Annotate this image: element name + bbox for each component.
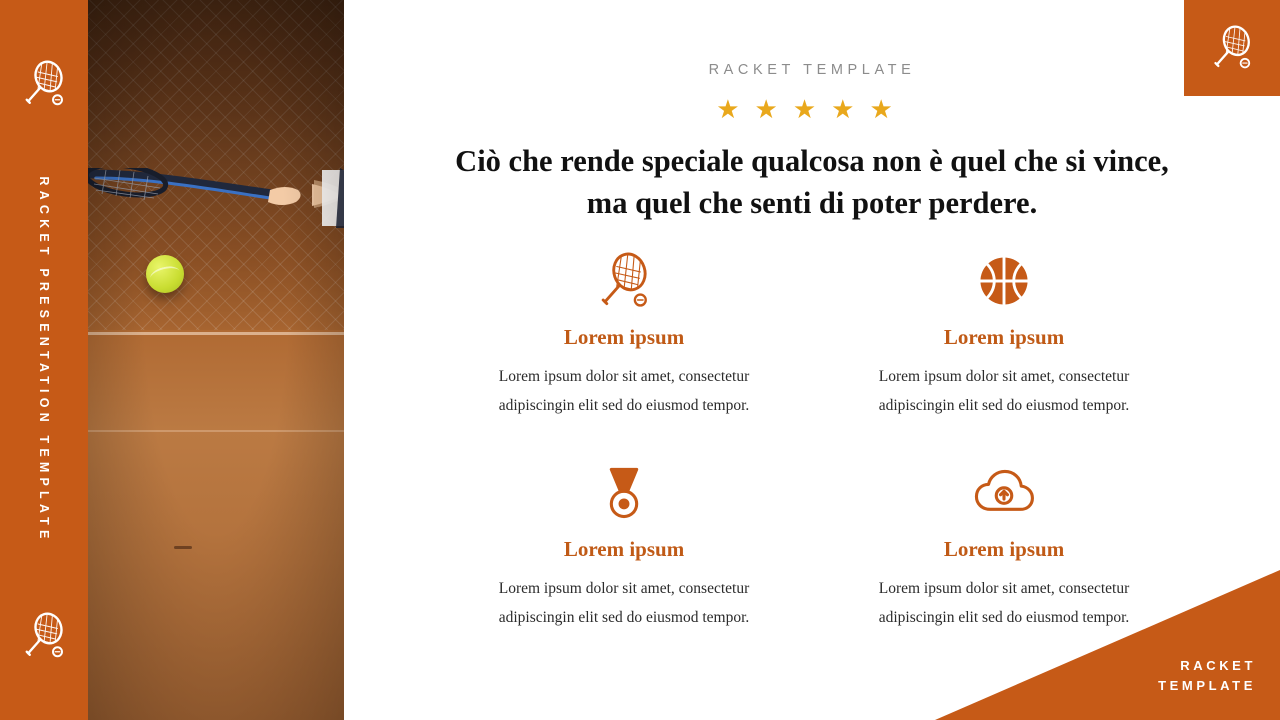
photo-panel — [88, 0, 344, 720]
cloud-upload-icon — [822, 462, 1186, 524]
feature-title: Lorem ipsum — [563, 325, 685, 349]
feature-grid — [434, 250, 1194, 633]
star-icon: ★ — [831, 94, 870, 124]
corner-line-2: TEMPLATE — [1158, 677, 1256, 693]
rail-vertical-text: RACKET PRESENTATION TEMPLATE — [37, 176, 51, 544]
star-rating — [344, 96, 1280, 122]
top-right-badge — [1184, 0, 1280, 96]
star-icon: ★ — [869, 94, 908, 124]
star-icon: ★ — [754, 94, 793, 124]
feature-body: Lorem ipsum dolor sit amet, consectetur adipiscingin elit sed do eiusmod tempor. — [498, 580, 750, 627]
tennis-racket-icon — [1209, 25, 1255, 71]
feature-item — [814, 462, 1194, 632]
feature-body: Lorem ipsum dolor sit amet, consectetur adipiscingin elit sed do eiusmod tempor. — [498, 368, 750, 414]
feature-title: Lorem ipsum — [943, 325, 1065, 349]
star-icon: ★ — [792, 94, 832, 124]
page-title: Ciò che rende speciale qualcosa non è quel che si vince, ma quel che senti di poter perdere. — [455, 144, 1169, 221]
photo-vignette — [88, 0, 344, 720]
star-icon: ★ — [716, 94, 755, 124]
feature-item — [434, 462, 814, 632]
corner-branding — [1158, 656, 1256, 696]
tennis-racket-icon — [20, 60, 68, 108]
feature-body: Lorem ipsum dolor sit amet, consectetur adipiscingin elit sed do eiusmod tempor. — [878, 580, 1130, 627]
tennis-racket-icon — [442, 250, 806, 312]
basketball-icon — [822, 250, 1186, 312]
feature-title: Lorem ipsum — [563, 537, 685, 562]
tennis-racket-icon — [20, 612, 68, 660]
feature-title: Lorem ipsum — [943, 537, 1065, 562]
eyebrow-label: RACKET TEMPLATE — [708, 62, 916, 78]
feature-item — [434, 250, 814, 420]
corner-line-1: RACKET — [1180, 657, 1256, 673]
feature-row — [434, 462, 1194, 632]
main-content — [344, 0, 1280, 720]
feature-row — [434, 250, 1194, 420]
left-rail — [0, 0, 88, 720]
feature-item — [814, 250, 1194, 420]
medal-icon — [442, 462, 806, 524]
feature-body: Lorem ipsum dolor sit amet, consectetur adipiscingin elit sed do eiusmod tempor. — [878, 368, 1130, 414]
